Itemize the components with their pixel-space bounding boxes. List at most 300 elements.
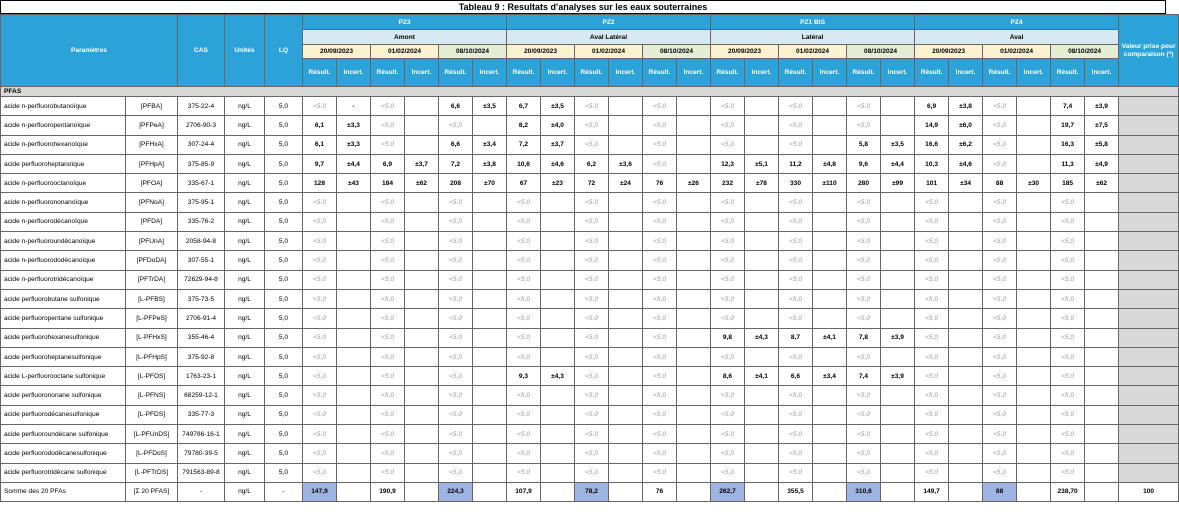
result-cell: <5,0 [371,328,405,347]
result-cell: <5,0 [303,367,337,386]
header-date: 20/09/2023 [711,45,779,59]
param-abbr: [PFDA] [126,212,178,231]
result-cell: <5,0 [1051,425,1085,444]
result-cell: <5,0 [439,328,473,347]
table-row [1,116,1179,135]
incert-cell [473,193,507,212]
result-cell: 9,6 [847,154,881,173]
incert-cell [609,97,643,116]
incert-cell [473,251,507,270]
result-cell: <5,0 [779,405,813,424]
result-cell: <5,0 [711,251,745,270]
table-row [1,405,1179,424]
param-unit: ng/L [225,347,265,366]
incert-cell: ±24 [609,174,643,193]
param-cas: 2706-91-4 [178,309,225,328]
incert-cell: ±4,4 [337,154,371,173]
result-cell: <5,0 [711,212,745,231]
param-unit: ng/L [225,309,265,328]
incert-cell [881,405,915,424]
incert-cell [1085,309,1119,328]
reference-cell [1119,328,1179,347]
param-abbr: [L-PFPeS] [126,309,178,328]
result-cell: <5,0 [1051,328,1085,347]
table-row [1,386,1179,405]
table-row [1,154,1179,173]
sum-result-cell: 147,9 [303,482,337,501]
result-cell: 208 [439,174,473,193]
result-cell: 6,2 [575,154,609,173]
result-cell: <5,0 [711,270,745,289]
incert-cell [541,232,575,251]
incert-cell [337,405,371,424]
incert-cell [745,309,779,328]
param-cas: 2058-94-8 [178,232,225,251]
incert-cell [949,309,983,328]
result-cell: <5,0 [371,232,405,251]
incert-cell [813,270,847,289]
param-lq: 5,0 [265,444,303,463]
incert-cell [677,425,711,444]
result-cell: <5,0 [371,135,405,154]
result-cell: <5,0 [439,193,473,212]
result-cell: <5,0 [643,367,677,386]
result-cell: <5,0 [507,251,541,270]
param-lq: 5,0 [265,309,303,328]
table-row [1,425,1179,444]
results-table [0,14,1179,502]
result-cell: <5,0 [303,347,337,366]
result-cell: <5,0 [303,193,337,212]
result-cell: <5,0 [643,289,677,308]
result-cell: <5,0 [575,386,609,405]
result-cell: <5,0 [643,386,677,405]
table-row [1,328,1179,347]
param-unit: ng/L [225,193,265,212]
param-unit: ng/L [225,174,265,193]
incert-cell [609,135,643,154]
result-cell: <5,0 [507,444,541,463]
incert-cell [813,444,847,463]
result-cell: <5,0 [711,309,745,328]
result-cell: <5,0 [575,328,609,347]
sum-result-cell: 107,9 [507,482,541,501]
incert-cell [405,193,439,212]
result-cell: <5,0 [915,444,949,463]
incert-cell [1085,251,1119,270]
result-cell: <5,0 [779,444,813,463]
section-label: PFAS [1,87,1179,97]
result-cell: <5,0 [303,444,337,463]
result-cell: <5,0 [643,251,677,270]
result-cell: 6,6 [439,97,473,116]
param-lq: 5,0 [265,367,303,386]
incert-cell: ±5,8 [1085,135,1119,154]
result-cell: <5,0 [439,425,473,444]
result-cell: <5,0 [711,232,745,251]
incert-cell [745,212,779,231]
result-cell: 67 [507,174,541,193]
result-cell: <5,0 [1051,347,1085,366]
result-cell: <5,0 [507,405,541,424]
param-abbr: [PFHpA] [126,154,178,173]
result-cell: <5,0 [439,463,473,482]
param-abbr: [L-PFHpS] [126,347,178,366]
incert-cell [337,289,371,308]
sum-row [1,482,1179,501]
result-cell: <5,0 [779,212,813,231]
param-abbr: [PFUnA] [126,232,178,251]
param-cas: 375-85-9 [178,154,225,173]
incert-cell: ±4,3 [745,328,779,347]
result-cell: 5,8 [847,135,881,154]
param-unit: ng/L [225,212,265,231]
incert-cell [813,386,847,405]
result-cell: <5,0 [371,463,405,482]
incert-cell [1017,97,1051,116]
header-incert: Incert. [541,59,575,87]
result-cell: 12,3 [711,154,745,173]
header-position-pz1bis: Latéral [711,30,915,45]
param-lq: 5,0 [265,97,303,116]
incert-cell: ±7,5 [1085,116,1119,135]
result-cell: <5,0 [371,212,405,231]
incert-cell: ±4,6 [541,154,575,173]
param-cas: 375-73-5 [178,289,225,308]
sum-result-cell: 78,2 [575,482,609,501]
result-cell: <5,0 [983,289,1017,308]
result-cell: 9,7 [303,154,337,173]
result-cell: <5,0 [847,270,881,289]
incert-cell [677,193,711,212]
result-cell: <5,0 [915,289,949,308]
result-cell: <5,0 [1051,463,1085,482]
incert-cell [609,232,643,251]
incert-cell [949,425,983,444]
result-cell: <5,0 [983,212,1017,231]
incert-cell [609,289,643,308]
result-cell: <5,0 [779,135,813,154]
result-cell: <5,0 [915,386,949,405]
result-cell: <5,0 [371,97,405,116]
incert-cell [745,405,779,424]
incert-cell [677,289,711,308]
result-cell: <5,0 [643,463,677,482]
incert-cell [1017,405,1051,424]
param-name: acide n-perfluorooctanoïque [1,174,126,193]
result-cell: <5,0 [915,193,949,212]
header-position-pz3: Amont [303,30,507,45]
incert-cell [881,270,915,289]
result-cell: <5,0 [983,425,1017,444]
reference-cell [1119,116,1179,135]
result-cell: <5,0 [711,135,745,154]
sum-incert-cell [609,482,643,501]
incert-cell: ±62 [1085,174,1119,193]
incert-cell [405,425,439,444]
result-cell: <5,0 [575,135,609,154]
result-cell: 10,3 [915,154,949,173]
result-cell: <5,0 [915,232,949,251]
incert-cell [473,386,507,405]
incert-cell [541,212,575,231]
result-cell: <5,0 [847,289,881,308]
incert-cell [677,463,711,482]
incert-cell: ±4,4 [881,154,915,173]
param-lq: 5,0 [265,425,303,444]
result-cell: <5,0 [711,386,745,405]
result-cell: <5,0 [983,386,1017,405]
incert-cell [1017,463,1051,482]
incert-cell [813,251,847,270]
reference-cell [1119,309,1179,328]
incert-cell [541,193,575,212]
header-date: 08/10/2024 [847,45,915,59]
param-name: acide perfluorohexanesulfonique [1,328,126,347]
result-cell: <5,0 [1051,251,1085,270]
incert-cell [813,309,847,328]
param-abbr: [L-PFNS] [126,386,178,405]
incert-cell [1085,212,1119,231]
header-point-pz2: PZ2 [507,15,711,30]
result-cell: <5,0 [507,309,541,328]
header-date: 01/02/2024 [371,45,439,59]
param-cas: 72629-94-8 [178,270,225,289]
result-cell: <5,0 [303,328,337,347]
header-incert: Incert. [949,59,983,87]
result-cell: <5,0 [439,347,473,366]
result-cell: <5,0 [643,347,677,366]
result-cell: <5,0 [847,309,881,328]
param-unit: ng/L [225,289,265,308]
result-cell: <5,0 [303,463,337,482]
table-row [1,193,1179,212]
result-cell: <5,0 [575,309,609,328]
result-cell: <5,0 [711,116,745,135]
incert-cell: ±3,5 [881,135,915,154]
sum-reference: 100 [1119,482,1179,501]
result-cell: <5,0 [575,97,609,116]
incert-cell: ±4,1 [745,367,779,386]
sum-result-cell: 190,9 [371,482,405,501]
incert-cell [1017,232,1051,251]
param-unit: ng/L [225,367,265,386]
result-cell: <5,0 [439,367,473,386]
incert-cell [949,463,983,482]
table-row [1,347,1179,366]
result-cell: <5,0 [915,251,949,270]
incert-cell [1085,193,1119,212]
result-cell: <5,0 [983,232,1017,251]
header-result: Résult. [371,59,405,87]
param-lq: 5,0 [265,386,303,405]
result-cell: <5,0 [439,251,473,270]
incert-cell: ±6,0 [949,116,983,135]
incert-cell: ±3,8 [949,97,983,116]
table-row [1,97,1179,116]
result-cell: 7,4 [847,367,881,386]
incert-cell [337,367,371,386]
param-abbr: [L-PFDS] [126,405,178,424]
incert-cell [1017,328,1051,347]
incert-cell [541,425,575,444]
param-name: acide L-perfluorooctane sulfonique [1,367,126,386]
result-cell: <5,0 [439,232,473,251]
result-cell: <5,0 [439,386,473,405]
result-cell: <5,0 [779,232,813,251]
header-incert: Incert. [1017,59,1051,87]
incert-cell [405,232,439,251]
result-cell: <5,0 [983,251,1017,270]
sum-incert-cell [541,482,575,501]
sum-incert-cell [473,482,507,501]
incert-cell [677,347,711,366]
result-cell: <5,0 [983,270,1017,289]
param-abbr: [PFDoDA] [126,251,178,270]
incert-cell [1085,367,1119,386]
incert-cell: ±3,4 [473,135,507,154]
incert-cell [1085,405,1119,424]
incert-cell [1017,270,1051,289]
incert-cell [609,212,643,231]
header-incert: Incert. [677,59,711,87]
header-incert: Incert. [473,59,507,87]
param-unit: ng/L [225,154,265,173]
incert-cell [1017,444,1051,463]
result-cell: 7,2 [507,135,541,154]
incert-cell [405,251,439,270]
incert-cell [609,309,643,328]
result-cell: <5,0 [643,405,677,424]
result-cell: <5,0 [371,386,405,405]
result-cell: <5,0 [507,193,541,212]
result-cell: 6,6 [439,135,473,154]
sum-result-cell: 238,70 [1051,482,1085,501]
result-cell: <5,0 [983,309,1017,328]
result-cell: <5,0 [779,347,813,366]
incert-cell [1085,232,1119,251]
param-name: acide n-perfluorononanoïque [1,193,126,212]
param-abbr: [PFOA] [126,174,178,193]
result-cell: 10,6 [507,154,541,173]
param-name: acide perfluorodécanesulfonique [1,405,126,424]
header-point-pz3: PZ3 [303,15,507,30]
result-cell: <5,0 [847,251,881,270]
result-cell: <5,0 [1051,193,1085,212]
incert-cell [881,232,915,251]
incert-cell [881,444,915,463]
incert-cell: ±3,6 [609,154,643,173]
param-name: acide perfluoroheptanoïque [1,154,126,173]
incert-cell [337,347,371,366]
param-unit: ng/L [225,97,265,116]
param-cas: 68259-12-1 [178,386,225,405]
header-cas: CAS [178,15,225,87]
incert-cell [337,328,371,347]
result-cell: <5,0 [575,232,609,251]
result-cell: 7,8 [847,328,881,347]
result-cell: <5,0 [1051,367,1085,386]
result-cell: <5,0 [575,289,609,308]
result-cell: <5,0 [779,463,813,482]
result-cell: 11,2 [779,154,813,173]
incert-cell [813,347,847,366]
result-cell: <5,0 [847,97,881,116]
header-incert: Incert. [745,59,779,87]
sum-lq: - [265,482,303,501]
result-cell: <5,0 [711,289,745,308]
incert-cell: ±6,2 [949,135,983,154]
incert-cell [541,463,575,482]
header-position-pz4: Aval [915,30,1119,45]
result-cell: <5,0 [983,116,1017,135]
reference-cell [1119,270,1179,289]
incert-cell [473,309,507,328]
incert-cell [405,289,439,308]
header-result: Résult. [1051,59,1085,87]
incert-cell: ±3,3 [337,116,371,135]
result-cell: <5,0 [507,270,541,289]
incert-cell: ±3,5 [541,97,575,116]
param-name: acide n-perfluoropentanoïque [1,116,126,135]
incert-cell [677,309,711,328]
incert-cell [609,425,643,444]
incert-cell [609,251,643,270]
result-cell: <5,0 [915,463,949,482]
incert-cell [473,425,507,444]
param-cas: 335-67-1 [178,174,225,193]
param-lq: 5,0 [265,289,303,308]
result-cell: 185 [1051,174,1085,193]
result-cell: <5,0 [847,444,881,463]
header-result: Résult. [303,59,337,87]
incert-cell [881,386,915,405]
incert-cell [677,328,711,347]
header-date: 08/10/2024 [643,45,711,59]
incert-cell [405,212,439,231]
reference-cell [1119,97,1179,116]
result-cell: <5,0 [847,116,881,135]
param-cas: 335-77-3 [178,405,225,424]
result-cell: <5,0 [711,97,745,116]
incert-cell [337,386,371,405]
incert-cell: ±5,1 [745,154,779,173]
result-cell: <5,0 [779,251,813,270]
incert-cell [745,425,779,444]
result-cell: <5,0 [915,212,949,231]
result-cell: <5,0 [371,367,405,386]
incert-cell: ±4,3 [541,367,575,386]
header-incert: Incert. [337,59,371,87]
param-name: acide perfluoropentane sulfonique [1,309,126,328]
result-cell: <5,0 [711,425,745,444]
result-cell: <5,0 [1051,405,1085,424]
incert-cell [405,97,439,116]
param-lq: 5,0 [265,251,303,270]
result-cell: <5,0 [847,232,881,251]
reference-cell [1119,251,1179,270]
table-header [1,15,1179,87]
incert-cell [677,97,711,116]
param-lq: 5,0 [265,135,303,154]
result-cell: <5,0 [575,251,609,270]
param-abbr: [PFPeA] [126,116,178,135]
result-cell: <5,0 [439,212,473,231]
param-unit: ng/L [225,251,265,270]
incert-cell: ±23 [541,174,575,193]
incert-cell [405,328,439,347]
incert-cell [745,463,779,482]
